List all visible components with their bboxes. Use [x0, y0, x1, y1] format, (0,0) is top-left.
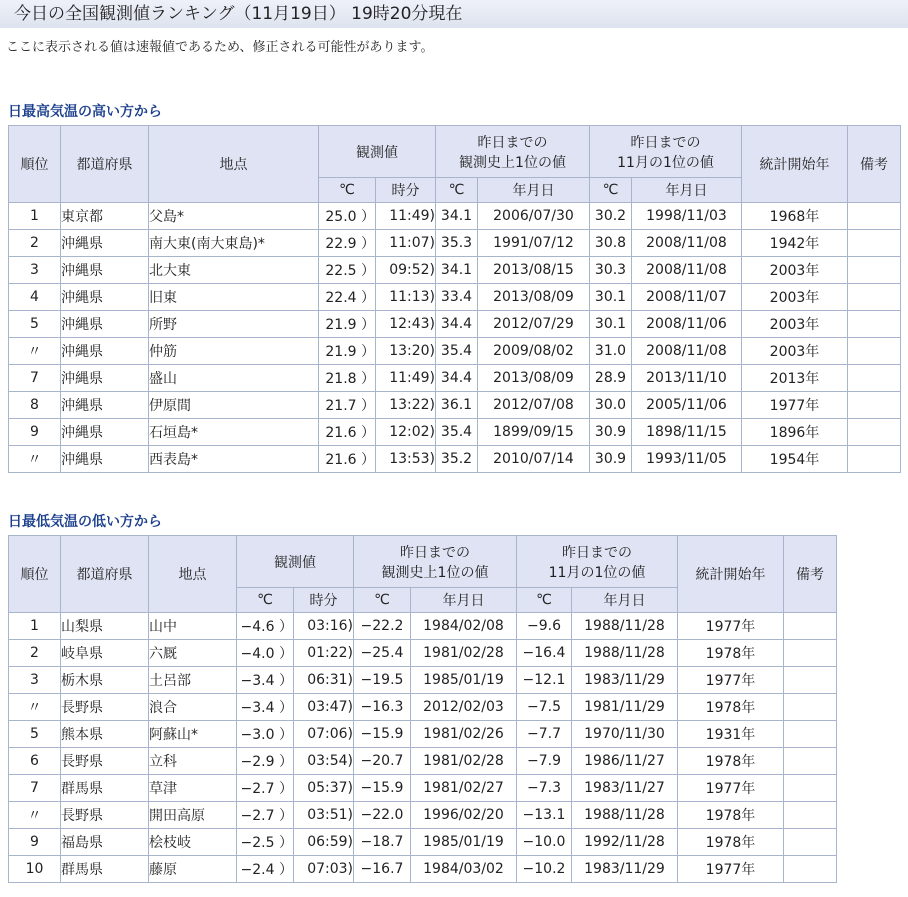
cell-remarks — [784, 748, 837, 775]
cell-prefecture: 沖縄県 — [61, 284, 149, 311]
table-row — [9, 667, 837, 694]
cell-station: 仲筋 — [149, 338, 319, 365]
cell-observed-time: 11:49) — [376, 365, 436, 392]
cell-record-month-value: −7.7 — [517, 721, 572, 748]
cell-record-all-date: 1985/01/19 — [411, 667, 517, 694]
table-row — [9, 856, 837, 883]
header-rank: 順位 — [9, 536, 61, 613]
cell-record-all-date: 2013/08/15 — [478, 257, 590, 284]
cell-record-month-value: 30.2 — [590, 203, 632, 230]
header-record-month-deg: ℃ — [590, 178, 632, 203]
cell-remarks — [848, 419, 901, 446]
cell-observed-value: −2.4 ） — [237, 856, 294, 883]
cell-record-all-date: 2013/08/09 — [478, 365, 590, 392]
cell-start-year: 1978年 — [678, 694, 784, 721]
cell-rank: 8 — [9, 392, 61, 419]
cell-observed-value: 21.9 ） — [319, 311, 376, 338]
cell-record-month-value: −7.9 — [517, 748, 572, 775]
cell-station: 立科 — [149, 748, 237, 775]
cell-prefecture: 長野県 — [61, 748, 149, 775]
cell-record-all-value: −16.3 — [354, 694, 411, 721]
cell-record-month-date: 1988/11/28 — [572, 613, 678, 640]
cell-observed-time: 07:03) — [294, 856, 354, 883]
cell-start-year: 1942年 — [742, 230, 848, 257]
cell-start-year: 1978年 — [678, 829, 784, 856]
cell-record-all-date: 1899/09/15 — [478, 419, 590, 446]
cell-record-all-value: −25.4 — [354, 640, 411, 667]
cell-record-all-value: 36.1 — [436, 392, 478, 419]
cell-start-year: 2003年 — [742, 311, 848, 338]
cell-start-year: 1978年 — [678, 748, 784, 775]
cell-record-all-date: 1991/07/12 — [478, 230, 590, 257]
cell-record-month-date: 1983/11/29 — [572, 856, 678, 883]
cell-record-all-date: 2006/07/30 — [478, 203, 590, 230]
cell-record-all-date: 2010/07/14 — [478, 446, 590, 473]
cell-prefecture: 沖縄県 — [61, 365, 149, 392]
cell-station: 北大東 — [149, 257, 319, 284]
table-row — [9, 802, 837, 829]
cell-record-month-value: 30.9 — [590, 419, 632, 446]
cell-start-year: 1896年 — [742, 419, 848, 446]
table-row — [9, 446, 901, 473]
cell-station: 南大東(南大東島)* — [149, 230, 319, 257]
cell-record-month-date: 1981/11/29 — [572, 694, 678, 721]
cell-record-all-date: 2013/08/09 — [478, 284, 590, 311]
cell-record-month-date: 2013/11/10 — [632, 365, 742, 392]
cell-observed-value: 22.9 ） — [319, 230, 376, 257]
cell-record-month-value: 30.9 — [590, 446, 632, 473]
cell-record-month-date: 2008/11/08 — [632, 257, 742, 284]
cell-observed-value: 25.0 ） — [319, 203, 376, 230]
cell-record-all-value: 35.2 — [436, 446, 478, 473]
table-row — [9, 230, 901, 257]
cell-rank: 2 — [9, 230, 61, 257]
header-start-year: 統計開始年 — [742, 126, 848, 203]
cell-record-month-date: 2005/11/06 — [632, 392, 742, 419]
cell-record-month-value: −10.2 — [517, 856, 572, 883]
cell-record-month-date: 2008/11/07 — [632, 284, 742, 311]
page-title: 今日の全国観測値ランキング（11月19日） 19時20分現在 — [0, 0, 908, 28]
cell-start-year: 1978年 — [678, 640, 784, 667]
cell-record-month-date: 1898/11/15 — [632, 419, 742, 446]
table-row — [9, 338, 901, 365]
cell-prefecture: 沖縄県 — [61, 392, 149, 419]
cell-observed-time: 12:43) — [376, 311, 436, 338]
cell-rank: 1 — [9, 613, 61, 640]
cell-record-all-date: 1981/02/28 — [411, 748, 517, 775]
cell-remarks — [784, 694, 837, 721]
cell-rank: 7 — [9, 365, 61, 392]
cell-record-month-value: 28.9 — [590, 365, 632, 392]
cell-observed-time: 06:31) — [294, 667, 354, 694]
cell-station: 草津 — [149, 775, 237, 802]
cell-observed-time: 11:13) — [376, 284, 436, 311]
cell-record-month-date: 1983/11/27 — [572, 775, 678, 802]
cell-prefecture: 熊本県 — [61, 721, 149, 748]
cell-remarks — [784, 721, 837, 748]
table-row — [9, 311, 901, 338]
cell-record-all-value: 34.1 — [436, 257, 478, 284]
cell-observed-value: 22.5 ） — [319, 257, 376, 284]
cell-record-all-value: −20.7 — [354, 748, 411, 775]
cell-observed-value: 22.4 ） — [319, 284, 376, 311]
cell-observed-time: 07:06) — [294, 721, 354, 748]
header-record-all-deg: ℃ — [354, 588, 411, 613]
cell-observed-time: 03:54) — [294, 748, 354, 775]
cell-start-year: 2013年 — [742, 365, 848, 392]
table-row — [9, 613, 837, 640]
cell-start-year: 1978年 — [678, 802, 784, 829]
cell-remarks — [848, 311, 901, 338]
cell-record-all-value: 34.4 — [436, 311, 478, 338]
header-record-all: 昨日までの 観測史上1位の値 — [436, 126, 590, 178]
cell-record-month-value: −7.5 — [517, 694, 572, 721]
header-record-month: 昨日までの 11月の1位の値 — [517, 536, 678, 588]
cell-station: 土呂部 — [149, 667, 237, 694]
notice-text: ここに表示される値は速報値であるため、修正される可能性があります。 — [6, 40, 434, 55]
cell-station: 藤原 — [149, 856, 237, 883]
cell-observed-value: 21.7 ） — [319, 392, 376, 419]
cell-record-month-date: 1983/11/29 — [572, 667, 678, 694]
cell-station: 父島* — [149, 203, 319, 230]
cell-observed-time: 06:59) — [294, 829, 354, 856]
cell-rank: 6 — [9, 748, 61, 775]
cell-observed-time: 05:37) — [294, 775, 354, 802]
cell-prefecture: 山梨県 — [61, 613, 149, 640]
header-start-year: 統計開始年 — [678, 536, 784, 613]
cell-start-year: 1977年 — [678, 856, 784, 883]
cell-observed-time: 11:07) — [376, 230, 436, 257]
cell-rank: 5 — [9, 721, 61, 748]
header-remarks: 備考 — [784, 536, 837, 613]
cell-prefecture: 群馬県 — [61, 856, 149, 883]
cell-record-all-date: 1984/02/08 — [411, 613, 517, 640]
table-row — [9, 829, 837, 856]
cell-observed-value: −3.0 ） — [237, 721, 294, 748]
header-record-month-date: 年月日 — [572, 588, 678, 613]
cell-prefecture: 沖縄県 — [61, 419, 149, 446]
header-record-all-date: 年月日 — [411, 588, 517, 613]
header-rank: 順位 — [9, 126, 61, 203]
cell-prefecture: 栃木県 — [61, 667, 149, 694]
cell-record-all-date: 1981/02/28 — [411, 640, 517, 667]
cell-record-all-value: −18.7 — [354, 829, 411, 856]
cell-remarks — [784, 856, 837, 883]
cell-remarks — [848, 284, 901, 311]
cell-record-month-value: 30.8 — [590, 230, 632, 257]
header-record-month: 昨日までの 11月の1位の値 — [590, 126, 742, 178]
cell-record-all-date: 1981/02/26 — [411, 721, 517, 748]
table-row — [9, 694, 837, 721]
cell-observed-value: −2.7 ） — [237, 802, 294, 829]
cell-record-all-value: −22.0 — [354, 802, 411, 829]
cell-observed-time: 03:47) — [294, 694, 354, 721]
cell-observed-time: 03:16) — [294, 613, 354, 640]
cell-station: 阿蘇山* — [149, 721, 237, 748]
table-row — [9, 257, 901, 284]
cell-record-all-value: −15.9 — [354, 775, 411, 802]
cell-observed-time: 01:22) — [294, 640, 354, 667]
cell-station: 旧東 — [149, 284, 319, 311]
cell-start-year: 1968年 — [742, 203, 848, 230]
cell-station: 浪合 — [149, 694, 237, 721]
table-row — [9, 748, 837, 775]
cell-record-all-value: −22.2 — [354, 613, 411, 640]
header-station: 地点 — [149, 536, 237, 613]
cell-observed-time: 13:20) — [376, 338, 436, 365]
cell-remarks — [848, 446, 901, 473]
cell-record-all-value: 35.4 — [436, 338, 478, 365]
cell-remarks — [784, 829, 837, 856]
header-observed-time: 時分 — [376, 178, 436, 203]
cell-prefecture: 群馬県 — [61, 775, 149, 802]
cell-station: 伊原間 — [149, 392, 319, 419]
cell-record-all-value: −19.5 — [354, 667, 411, 694]
cell-rank: 2 — [9, 640, 61, 667]
cell-rank: 1 — [9, 203, 61, 230]
cell-remarks — [848, 230, 901, 257]
cell-remarks — [848, 392, 901, 419]
cell-start-year: 1977年 — [678, 613, 784, 640]
cell-observed-value: −2.5 ） — [237, 829, 294, 856]
table-row — [9, 284, 901, 311]
cell-record-month-date: 2008/11/08 — [632, 338, 742, 365]
cell-remarks — [848, 365, 901, 392]
cell-station: 西表島* — [149, 446, 319, 473]
cell-prefecture: 沖縄県 — [61, 230, 149, 257]
cell-observed-value: 21.9 ） — [319, 338, 376, 365]
cell-record-all-value: 33.4 — [436, 284, 478, 311]
cell-record-month-date: 1992/11/28 — [572, 829, 678, 856]
cell-rank: 4 — [9, 284, 61, 311]
table-row — [9, 640, 837, 667]
header-record-month-deg: ℃ — [517, 588, 572, 613]
cell-record-month-value: 30.0 — [590, 392, 632, 419]
table-row — [9, 365, 901, 392]
cell-remarks — [784, 640, 837, 667]
header-record-all: 昨日までの 観測史上1位の値 — [354, 536, 517, 588]
low-section-title: 日最低気温の低い方から — [8, 514, 162, 530]
cell-prefecture: 東京都 — [61, 203, 149, 230]
cell-rank: 3 — [9, 257, 61, 284]
cell-record-month-date: 2008/11/06 — [632, 311, 742, 338]
high-temperature-table — [8, 125, 901, 473]
cell-station: 開田高原 — [149, 802, 237, 829]
cell-rank: 3 — [9, 667, 61, 694]
cell-record-month-value: 30.1 — [590, 284, 632, 311]
cell-record-month-date: 1988/11/28 — [572, 802, 678, 829]
cell-record-month-value: 31.0 — [590, 338, 632, 365]
header-record-all-deg: ℃ — [436, 178, 478, 203]
cell-record-all-value: 35.3 — [436, 230, 478, 257]
cell-prefecture: 長野県 — [61, 802, 149, 829]
cell-rank: 〃 — [9, 338, 61, 365]
cell-record-all-date: 2012/02/03 — [411, 694, 517, 721]
cell-record-all-date: 2009/08/02 — [478, 338, 590, 365]
cell-observed-time: 03:51) — [294, 802, 354, 829]
cell-rank: 9 — [9, 829, 61, 856]
cell-record-all-date: 2012/07/29 — [478, 311, 590, 338]
cell-observed-value: 21.8 ） — [319, 365, 376, 392]
cell-observed-value: −2.9 ） — [237, 748, 294, 775]
cell-record-all-date: 1984/03/02 — [411, 856, 517, 883]
cell-start-year: 1977年 — [678, 775, 784, 802]
cell-record-all-value: 34.4 — [436, 365, 478, 392]
cell-record-all-value: 35.4 — [436, 419, 478, 446]
cell-observed-value: 21.6 ） — [319, 446, 376, 473]
header-observed-deg: ℃ — [237, 588, 294, 613]
header-station: 地点 — [149, 126, 319, 203]
cell-record-month-date: 1986/11/27 — [572, 748, 678, 775]
cell-record-all-date: 1996/02/20 — [411, 802, 517, 829]
cell-station: 石垣島* — [149, 419, 319, 446]
cell-prefecture: 福島県 — [61, 829, 149, 856]
cell-record-all-value: −16.7 — [354, 856, 411, 883]
cell-rank: 7 — [9, 775, 61, 802]
header-record-all-date: 年月日 — [478, 178, 590, 203]
cell-prefecture: 沖縄県 — [61, 311, 149, 338]
cell-observed-value: 21.6 ） — [319, 419, 376, 446]
cell-rank: 9 — [9, 419, 61, 446]
cell-observed-time: 11:49) — [376, 203, 436, 230]
cell-record-month-value: −16.4 — [517, 640, 572, 667]
cell-start-year: 1977年 — [742, 392, 848, 419]
cell-observed-time: 13:22) — [376, 392, 436, 419]
table-row — [9, 721, 837, 748]
cell-observed-time: 09:52) — [376, 257, 436, 284]
cell-rank: 〃 — [9, 694, 61, 721]
header-prefecture: 都道府県 — [61, 126, 149, 203]
cell-prefecture: 長野県 — [61, 694, 149, 721]
cell-rank: 5 — [9, 311, 61, 338]
cell-observed-value: −4.6 ） — [237, 613, 294, 640]
table-row — [9, 392, 901, 419]
cell-station: 六厩 — [149, 640, 237, 667]
cell-station: 盛山 — [149, 365, 319, 392]
cell-remarks — [848, 203, 901, 230]
cell-station: 桧枝岐 — [149, 829, 237, 856]
cell-record-month-value: −12.1 — [517, 667, 572, 694]
cell-record-month-value: 30.1 — [590, 311, 632, 338]
cell-record-month-date: 2008/11/08 — [632, 230, 742, 257]
cell-record-month-value: 30.3 — [590, 257, 632, 284]
cell-record-all-value: 34.1 — [436, 203, 478, 230]
cell-prefecture: 岐阜県 — [61, 640, 149, 667]
cell-record-month-value: −13.1 — [517, 802, 572, 829]
cell-record-month-date: 1998/11/03 — [632, 203, 742, 230]
cell-remarks — [784, 802, 837, 829]
cell-record-month-date: 1993/11/05 — [632, 446, 742, 473]
cell-record-month-date: 1970/11/30 — [572, 721, 678, 748]
header-observed-time: 時分 — [294, 588, 354, 613]
cell-remarks — [784, 667, 837, 694]
cell-record-all-date: 1985/01/19 — [411, 829, 517, 856]
cell-remarks — [848, 257, 901, 284]
cell-start-year: 2003年 — [742, 338, 848, 365]
cell-record-all-date: 1981/02/27 — [411, 775, 517, 802]
table-row — [9, 203, 901, 230]
header-observed: 観測値 — [237, 536, 354, 588]
table-row — [9, 775, 837, 802]
cell-start-year: 1931年 — [678, 721, 784, 748]
cell-station: 山中 — [149, 613, 237, 640]
high-section-title: 日最高気温の高い方から — [8, 104, 162, 120]
table-row — [9, 419, 901, 446]
header-observed: 観測値 — [319, 126, 436, 178]
cell-rank: 〃 — [9, 802, 61, 829]
cell-record-month-value: −7.3 — [517, 775, 572, 802]
cell-observed-value: −3.4 ） — [237, 694, 294, 721]
cell-observed-value: −2.7 ） — [237, 775, 294, 802]
low-temperature-table — [8, 535, 837, 883]
cell-record-month-date: 1988/11/28 — [572, 640, 678, 667]
cell-observed-time: 12:02) — [376, 419, 436, 446]
cell-record-all-value: −15.9 — [354, 721, 411, 748]
cell-prefecture: 沖縄県 — [61, 446, 149, 473]
cell-start-year: 2003年 — [742, 257, 848, 284]
cell-start-year: 1954年 — [742, 446, 848, 473]
header-record-month-date: 年月日 — [632, 178, 742, 203]
header-observed-deg: ℃ — [319, 178, 376, 203]
cell-observed-value: −4.0 ） — [237, 640, 294, 667]
cell-start-year: 2003年 — [742, 284, 848, 311]
cell-prefecture: 沖縄県 — [61, 257, 149, 284]
cell-observed-value: −3.4 ） — [237, 667, 294, 694]
cell-rank: 〃 — [9, 446, 61, 473]
cell-remarks — [784, 613, 837, 640]
cell-record-month-value: −9.6 — [517, 613, 572, 640]
cell-remarks — [848, 338, 901, 365]
cell-start-year: 1977年 — [678, 667, 784, 694]
cell-observed-time: 13:53) — [376, 446, 436, 473]
cell-record-all-date: 2012/07/08 — [478, 392, 590, 419]
header-remarks: 備考 — [848, 126, 901, 203]
header-prefecture: 都道府県 — [61, 536, 149, 613]
cell-record-month-value: −10.0 — [517, 829, 572, 856]
cell-station: 所野 — [149, 311, 319, 338]
cell-prefecture: 沖縄県 — [61, 338, 149, 365]
cell-rank: 10 — [9, 856, 61, 883]
cell-remarks — [784, 775, 837, 802]
